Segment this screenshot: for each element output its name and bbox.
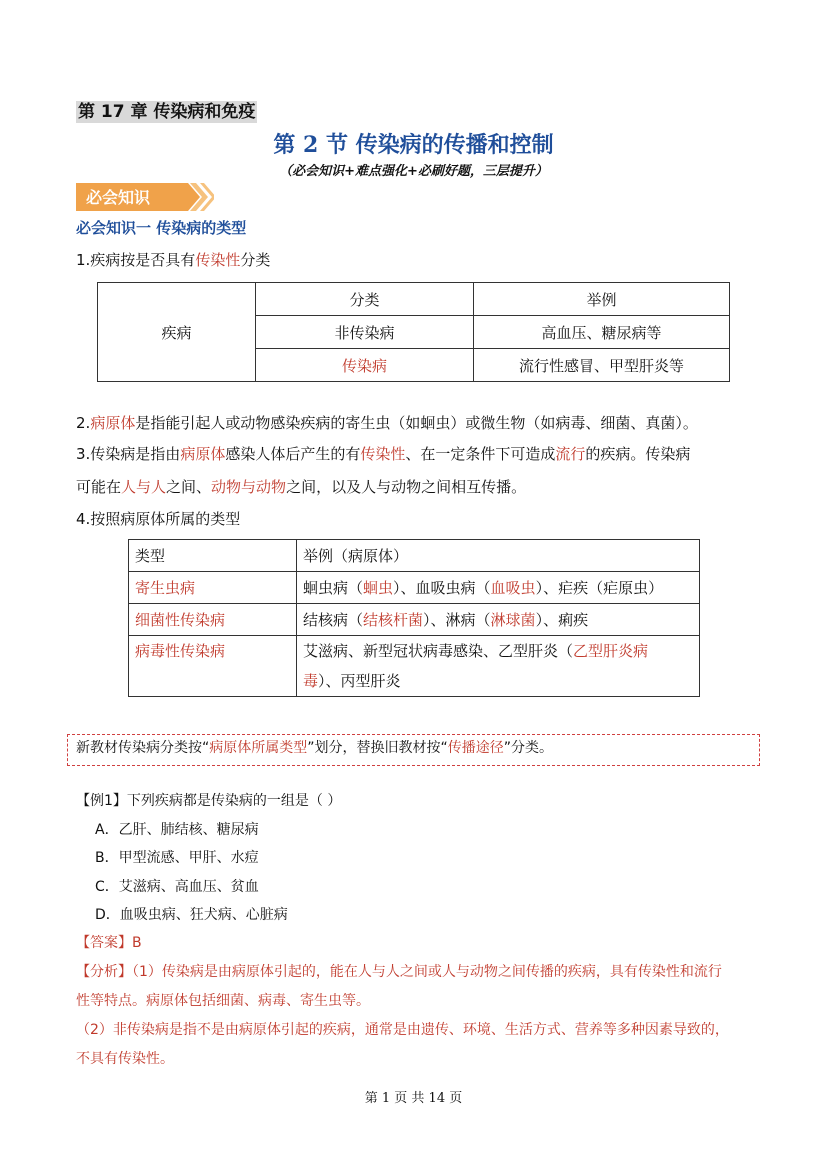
- page-footer: 第 1 页 共 14 页: [364, 1091, 463, 1106]
- table-cell: 高血压、糖尿病等: [474, 316, 730, 349]
- analysis-1-cont: 性等特点。病原体包括细菌、病毒、寄生虫等。: [76, 993, 370, 1009]
- section-banner: [76, 183, 214, 211]
- paragraph-1: 1.疾病按是否具有传染性分类: [76, 251, 271, 269]
- paragraph-2: 2.病原体是指能引起人或动物感染疾病的寄生虫（如蛔虫）或微生物（如病毒、细菌、真菌）。: [76, 414, 698, 432]
- table-cell: 艾滋病、新型冠状病毒感染、乙型肝炎（乙型肝炎病 毒）、丙型肝炎: [297, 636, 700, 697]
- paragraph-3: 3.传染病是指由病原体感染人体后产生的有传染性、在一定条件下可造成流行的疾病。传染病: [76, 445, 691, 463]
- header-cell: 分类: [256, 283, 474, 316]
- table-cell: 流行性感冒、甲型肝炎等: [474, 349, 730, 382]
- example-question: 【例1】下列疾病都是传染病的一组是（ ）: [76, 793, 342, 809]
- chapter-heading: 第 17 章 传染病和免疫: [78, 102, 256, 122]
- row-header-cell: 疾病: [98, 283, 256, 382]
- table-cell: 细菌性传染病: [129, 604, 297, 636]
- pathogen-type-table: [128, 539, 700, 697]
- answer: 【答案】B: [76, 935, 142, 951]
- option-a: A．乙肝、肺结核、糖尿病: [95, 822, 259, 838]
- banner-label: 必会知识: [86, 188, 151, 207]
- note-box: 新教材传染病分类按“病原体所属类型”划分，替换旧教材按“传播途径”分类。: [67, 734, 760, 766]
- table-cell: 非传染病: [256, 316, 474, 349]
- table-cell: 寄生虫病: [129, 572, 297, 604]
- section-title: 必会知识一 传染病的类型: [76, 219, 247, 237]
- table-cell: 结核病（结核杆菌）、淋病（淋球菌）、痢疾: [297, 604, 700, 636]
- analysis-1: 【分析】（1）传染病是由病原体引起的，能在人与人之间或人与动物之间传播的疾病，具有传染性和流行: [76, 964, 722, 980]
- analysis-2: （2）非传染病是指不是由病原体引起的疾病，通常是由遗传、环境、生活方式、营养等多种因素导致的，: [76, 1022, 729, 1038]
- option-c: C．艾滋病、高血压、贫血: [95, 879, 259, 895]
- table-cell: 蛔虫病（蛔虫）、血吸虫病（血吸虫）、疟疾（疟原虫）: [297, 572, 700, 604]
- header-cell: 举例（病原体）: [297, 540, 700, 572]
- header-cell: 举例: [474, 283, 730, 316]
- page-subtitle: （必会知识+难点强化+必刷好题，三层提升）: [279, 164, 548, 179]
- page-title: 第 2 节 传染病的传播和控制: [273, 132, 554, 158]
- paragraph-3-cont: 可能在人与人之间、动物与动物之间，以及人与动物之间相互传播。: [76, 478, 527, 496]
- paragraph-4: 4.按照病原体所属的类型: [76, 510, 241, 528]
- header-cell: 类型: [129, 540, 297, 572]
- table-cell: 传染病: [256, 349, 474, 382]
- disease-classification-table: [97, 282, 730, 382]
- option-b: B．甲型流感、甲肝、水痘: [95, 850, 259, 866]
- analysis-2-cont: 不具有传染性。: [76, 1051, 174, 1067]
- option-d: D．血吸虫病、狂犬病、心脏病: [95, 907, 288, 923]
- table-cell: 病毒性传染病: [129, 636, 297, 697]
